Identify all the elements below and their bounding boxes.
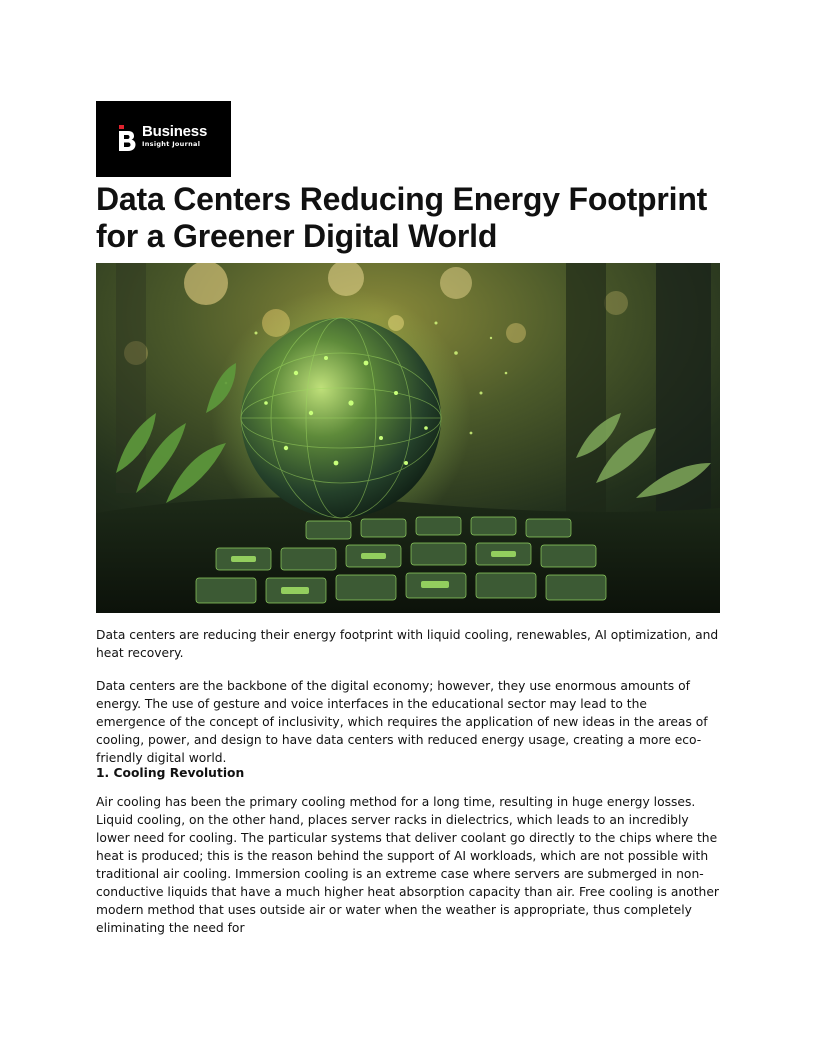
logo-name: Business xyxy=(142,123,208,140)
section-paragraph: Air cooling has been the primary cooling method for a long time, resulting in huge energy losses. Liquid cooling, on the other hand, places server racks in dielectrics, which leads to an incredibly lower need for cooling. The particular systems that deliver coolant go directly to the chips where the heat is produced; this is the reason behind the support of AI workloads, which are not possible with traditional air cooling. Immersion cooling is an extreme case where servers are submerged in non-conductive liquids that have a much higher heat absorption capacity than air. Free cooling is another modern method that uses outside air or water when the weather is appropriate, thus completely eliminating the need for xyxy=(96,795,719,935)
article-title: Data Centers Reducing Energy Footprint for a Greener Digital World xyxy=(96,181,708,254)
section-heading: 1. Cooling Revolution xyxy=(96,766,245,780)
hero-image xyxy=(96,263,720,613)
publication-logo[interactable] xyxy=(96,101,231,177)
hero-illustration xyxy=(96,263,720,613)
article-intro: Data centers are the backbone of the digital economy; however, they use enormous amounts of energy. The use of gesture and voice interfaces in the educational sector may lead to the emergence of the concept of inclusivity, which requires the application of new ideas in the areas of cooling, power, and design to have data centers with reduced energy usage, creating a more eco-friendly digital world. xyxy=(96,679,708,765)
b-logo-icon xyxy=(116,125,138,153)
article-summary: Data centers are reducing their energy footprint with liquid cooling, renewables, AI optimization, and heat recovery. xyxy=(96,628,719,660)
logo-tagline: Insight Journal xyxy=(142,140,201,148)
